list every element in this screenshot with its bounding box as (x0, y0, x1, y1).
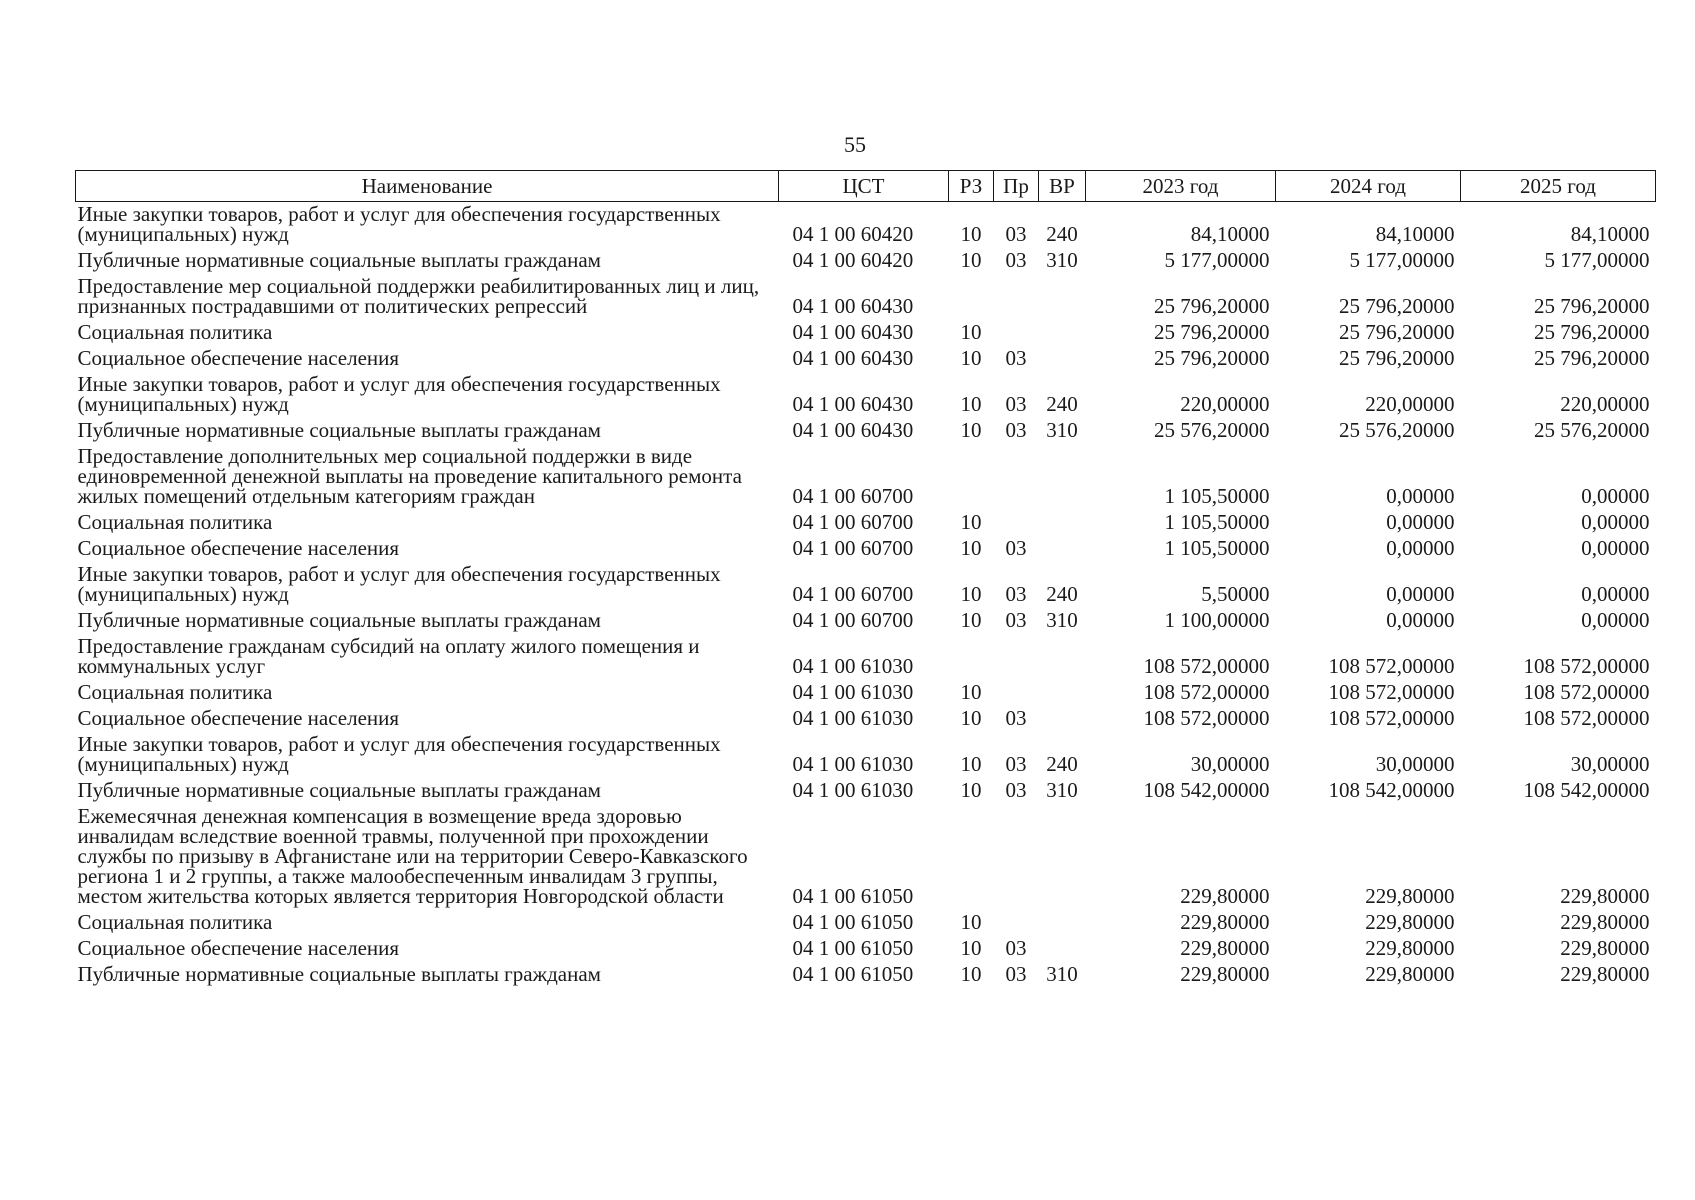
row-vr (1039, 538, 1086, 564)
row-name: Социальная политика (77, 320, 273, 344)
row-vr (1039, 938, 1086, 964)
row-cst: 04 1 00 60700 (792, 536, 914, 560)
header-2023: 2023 год (1086, 171, 1276, 202)
row-value-2023: 108 572,00000 (1143, 680, 1270, 704)
row-value-2023: 1 105,50000 (1164, 484, 1270, 508)
row-rz: 10 (960, 752, 982, 776)
row-rz: 10 (960, 392, 982, 416)
row-value-2025: 0,00000 (1581, 510, 1650, 534)
row-cst: 04 1 00 61030 (792, 654, 914, 678)
row-value-2023: 229,80000 (1180, 884, 1270, 908)
table-header (76, 171, 1656, 202)
header-pr: Пр (994, 171, 1039, 202)
row-value-2023: 1 105,50000 (1164, 510, 1270, 534)
row-value-2023: 1 105,50000 (1164, 536, 1270, 560)
row-name: Публичные нормативные социальные выплаты гражданам (77, 962, 601, 986)
row-rz: 10 (960, 536, 982, 560)
row-name: Социальное обеспечение населения (77, 536, 400, 560)
row-cst: 04 1 00 60700 (792, 608, 914, 632)
table-row (76, 446, 1656, 512)
table-row (76, 202, 1656, 251)
row-value-2024: 0,00000 (1386, 536, 1455, 560)
row-vr (1039, 322, 1086, 348)
table-row (76, 682, 1656, 708)
row-vr (1039, 636, 1086, 682)
row-value-2025: 84,10000 (1570, 222, 1650, 246)
row-rz (949, 276, 994, 322)
row-value-2023: 229,80000 (1180, 962, 1270, 986)
table-body (76, 202, 1656, 991)
row-rz: 10 (960, 910, 982, 934)
table-row (76, 374, 1656, 420)
row-cst: 04 1 00 61050 (792, 910, 914, 934)
row-value-2024: 108 542,00000 (1328, 778, 1455, 802)
row-name: Социальная политика (77, 510, 273, 534)
row-value-2024: 0,00000 (1386, 582, 1455, 606)
row-name: Социальная политика (77, 910, 273, 934)
table-row (76, 964, 1656, 990)
table-row (76, 938, 1656, 964)
table-row (76, 348, 1656, 374)
row-value-2023: 25 576,20000 (1154, 418, 1270, 442)
row-vr: 240 (1046, 222, 1078, 246)
row-pr: 03 (1005, 222, 1027, 246)
row-pr: 03 (1005, 962, 1027, 986)
row-pr (994, 446, 1039, 512)
table-row (76, 734, 1656, 780)
row-vr: 310 (1046, 418, 1078, 442)
row-value-2023: 25 796,20000 (1154, 294, 1270, 318)
table-row (76, 708, 1656, 734)
row-pr: 03 (1005, 346, 1027, 370)
row-rz: 10 (960, 248, 982, 272)
row-pr: 03 (1005, 752, 1027, 776)
row-cst: 04 1 00 61050 (792, 884, 914, 908)
row-cst: 04 1 00 61050 (792, 936, 914, 960)
row-rz: 10 (960, 608, 982, 632)
row-cst: 04 1 00 61050 (792, 962, 914, 986)
row-vr (1039, 682, 1086, 708)
row-value-2023: 25 796,20000 (1154, 346, 1270, 370)
row-name: Социальное обеспечение населения (77, 936, 400, 960)
row-value-2024: 108 572,00000 (1328, 680, 1455, 704)
row-value-2024: 25 796,20000 (1339, 294, 1455, 318)
budget-table (75, 170, 1656, 990)
table-row (76, 912, 1656, 938)
row-value-2025: 0,00000 (1581, 484, 1650, 508)
row-vr: 240 (1046, 752, 1078, 776)
table-row (76, 636, 1656, 682)
row-value-2023: 25 796,20000 (1154, 320, 1270, 344)
row-cst: 04 1 00 61030 (792, 778, 914, 802)
row-value-2025: 108 542,00000 (1523, 778, 1650, 802)
row-cst: 04 1 00 60700 (792, 484, 914, 508)
row-vr (1039, 276, 1086, 322)
row-cst: 04 1 00 60700 (792, 582, 914, 606)
row-pr: 03 (1005, 536, 1027, 560)
row-value-2025: 30,00000 (1570, 752, 1650, 776)
row-value-2025: 0,00000 (1581, 582, 1650, 606)
row-cst: 04 1 00 60430 (792, 320, 914, 344)
row-pr: 03 (1005, 936, 1027, 960)
table-row (76, 564, 1656, 610)
row-pr (994, 512, 1039, 538)
row-value-2025: 25 796,20000 (1534, 294, 1650, 318)
row-pr (994, 322, 1039, 348)
row-vr: 240 (1046, 392, 1078, 416)
header-2024: 2024 год (1276, 171, 1461, 202)
row-value-2023: 108 542,00000 (1143, 778, 1270, 802)
row-name: Социальная политика (77, 680, 273, 704)
row-value-2023: 229,80000 (1180, 910, 1270, 934)
row-vr (1039, 446, 1086, 512)
row-cst: 04 1 00 61030 (792, 752, 914, 776)
header-cst: ЦСТ (779, 171, 949, 202)
row-value-2024: 108 572,00000 (1328, 706, 1455, 730)
row-cst: 04 1 00 60430 (792, 392, 914, 416)
row-vr (1039, 708, 1086, 734)
table-row (76, 250, 1656, 276)
row-name: Публичные нормативные социальные выплаты гражданам (77, 778, 601, 802)
header-row (76, 171, 1656, 202)
row-vr: 240 (1046, 582, 1078, 606)
row-pr (994, 806, 1039, 912)
budget-table-wrapper (75, 170, 1655, 990)
row-value-2025: 220,00000 (1560, 392, 1650, 416)
row-value-2024: 108 572,00000 (1328, 654, 1455, 678)
row-pr: 03 (1005, 608, 1027, 632)
row-value-2023: 5,50000 (1201, 582, 1270, 606)
table-row (76, 610, 1656, 636)
row-pr: 03 (1005, 418, 1027, 442)
row-value-2024: 229,80000 (1365, 962, 1455, 986)
table-row (76, 538, 1656, 564)
row-vr: 310 (1046, 962, 1078, 986)
row-cst: 04 1 00 60700 (792, 510, 914, 534)
row-value-2025: 229,80000 (1560, 884, 1650, 908)
header-vr: ВР (1039, 171, 1086, 202)
row-value-2024: 0,00000 (1386, 608, 1455, 632)
row-value-2025: 25 796,20000 (1534, 346, 1650, 370)
row-name: Предоставление мер социальной поддержки реабилитированных лиц и лиц, признанных пострадавшими от политических репрессий (77, 274, 760, 318)
row-vr: 310 (1046, 778, 1078, 802)
row-vr: 310 (1046, 248, 1078, 272)
row-pr: 03 (1005, 392, 1027, 416)
row-value-2024: 220,00000 (1365, 392, 1455, 416)
row-pr: 03 (1005, 706, 1027, 730)
row-value-2025: 5 177,00000 (1544, 248, 1650, 272)
row-value-2024: 0,00000 (1386, 510, 1455, 534)
row-rz: 10 (960, 510, 982, 534)
table-row (76, 420, 1656, 446)
row-value-2024: 30,00000 (1375, 752, 1455, 776)
row-rz: 10 (960, 962, 982, 986)
row-value-2025: 108 572,00000 (1523, 654, 1650, 678)
row-name: Публичные нормативные социальные выплаты гражданам (77, 418, 601, 442)
row-name: Публичные нормативные социальные выплаты гражданам (77, 248, 601, 272)
table-row (76, 322, 1656, 348)
row-name: Публичные нормативные социальные выплаты гражданам (77, 608, 601, 632)
row-rz: 10 (960, 582, 982, 606)
row-name: Иные закупки товаров, работ и услуг для обеспечения государственных (муниципальных) нужд (77, 372, 721, 416)
header-name: Наименование (76, 171, 779, 202)
row-value-2024: 25 796,20000 (1339, 320, 1455, 344)
row-value-2025: 0,00000 (1581, 536, 1650, 560)
row-rz (949, 446, 994, 512)
row-value-2025: 108 572,00000 (1523, 680, 1650, 704)
row-name: Предоставление дополнительных мер социальной поддержки в виде единовременной денежной выплаты на проведение капитального ремонта жилых помещений отдельным категориям граждан (77, 444, 742, 508)
page-number: 55 (844, 132, 866, 157)
row-value-2023: 108 572,00000 (1143, 654, 1270, 678)
row-name: Предоставление гражданам субсидий на оплату жилого помещения и коммунальных услуг (77, 634, 700, 678)
row-pr: 03 (1005, 778, 1027, 802)
row-value-2024: 5 177,00000 (1349, 248, 1455, 272)
row-value-2023: 30,00000 (1190, 752, 1270, 776)
row-cst: 04 1 00 61030 (792, 706, 914, 730)
row-vr: 310 (1046, 608, 1078, 632)
row-value-2023: 108 572,00000 (1143, 706, 1270, 730)
row-name: Иные закупки товаров, работ и услуг для обеспечения государственных (муниципальных) нужд (77, 562, 721, 606)
table-row (76, 780, 1656, 806)
row-cst: 04 1 00 61030 (792, 680, 914, 704)
row-value-2023: 229,80000 (1180, 936, 1270, 960)
row-cst: 04 1 00 60430 (792, 346, 914, 370)
row-rz: 10 (960, 418, 982, 442)
row-pr: 03 (1005, 582, 1027, 606)
row-rz: 10 (960, 346, 982, 370)
row-rz: 10 (960, 222, 982, 246)
row-value-2024: 229,80000 (1365, 910, 1455, 934)
row-value-2023: 5 177,00000 (1164, 248, 1270, 272)
header-rz: РЗ (949, 171, 994, 202)
row-value-2024: 25 576,20000 (1339, 418, 1455, 442)
row-value-2023: 84,10000 (1190, 222, 1270, 246)
row-value-2023: 1 100,00000 (1164, 608, 1270, 632)
row-pr (994, 682, 1039, 708)
row-cst: 04 1 00 60430 (792, 418, 914, 442)
row-value-2025: 0,00000 (1581, 608, 1650, 632)
row-vr (1039, 806, 1086, 912)
row-vr (1039, 348, 1086, 374)
header-2025: 2025 год (1461, 171, 1656, 202)
row-rz (949, 806, 994, 912)
row-cst: 04 1 00 60430 (792, 294, 914, 318)
row-rz: 10 (960, 706, 982, 730)
row-name: Социальное обеспечение населения (77, 346, 400, 370)
row-value-2025: 229,80000 (1560, 910, 1650, 934)
row-name: Ежемесячная денежная компенсация в возмещение вреда здоровью инвалидам вследствие военной травмы, полученной при прохождении службы по призыву в Афганистане или на территории Северо-Кавказского региона 1 и 2 группы, а также малообеспеченным инвалидам 3 группы, местом жительства которых является территория Новгородской области (77, 804, 748, 908)
row-value-2024: 84,10000 (1375, 222, 1455, 246)
row-value-2025: 229,80000 (1560, 936, 1650, 960)
row-name: Иные закупки товаров, работ и услуг для обеспечения государственных (муниципальных) нужд (77, 732, 721, 776)
row-vr (1039, 912, 1086, 938)
row-name: Социальное обеспечение населения (77, 706, 400, 730)
table-row (76, 512, 1656, 538)
row-rz (949, 636, 994, 682)
row-name: Иные закупки товаров, работ и услуг для обеспечения государственных (муниципальных) нужд (77, 202, 721, 246)
row-value-2025: 25 576,20000 (1534, 418, 1650, 442)
row-rz: 10 (960, 936, 982, 960)
row-cst: 04 1 00 60420 (792, 248, 914, 272)
row-value-2023: 220,00000 (1180, 392, 1270, 416)
row-value-2025: 108 572,00000 (1523, 706, 1650, 730)
row-pr (994, 636, 1039, 682)
row-value-2024: 229,80000 (1365, 936, 1455, 960)
row-rz: 10 (960, 680, 982, 704)
table-row (76, 806, 1656, 912)
row-pr (994, 276, 1039, 322)
row-rz: 10 (960, 778, 982, 802)
row-rz: 10 (960, 320, 982, 344)
table-row (76, 276, 1656, 322)
row-value-2025: 229,80000 (1560, 962, 1650, 986)
row-pr: 03 (1005, 248, 1027, 272)
row-value-2024: 0,00000 (1386, 484, 1455, 508)
row-vr (1039, 512, 1086, 538)
row-value-2024: 25 796,20000 (1339, 346, 1455, 370)
row-value-2024: 229,80000 (1365, 884, 1455, 908)
row-cst: 04 1 00 60420 (792, 222, 914, 246)
row-pr (994, 912, 1039, 938)
row-value-2025: 25 796,20000 (1534, 320, 1650, 344)
